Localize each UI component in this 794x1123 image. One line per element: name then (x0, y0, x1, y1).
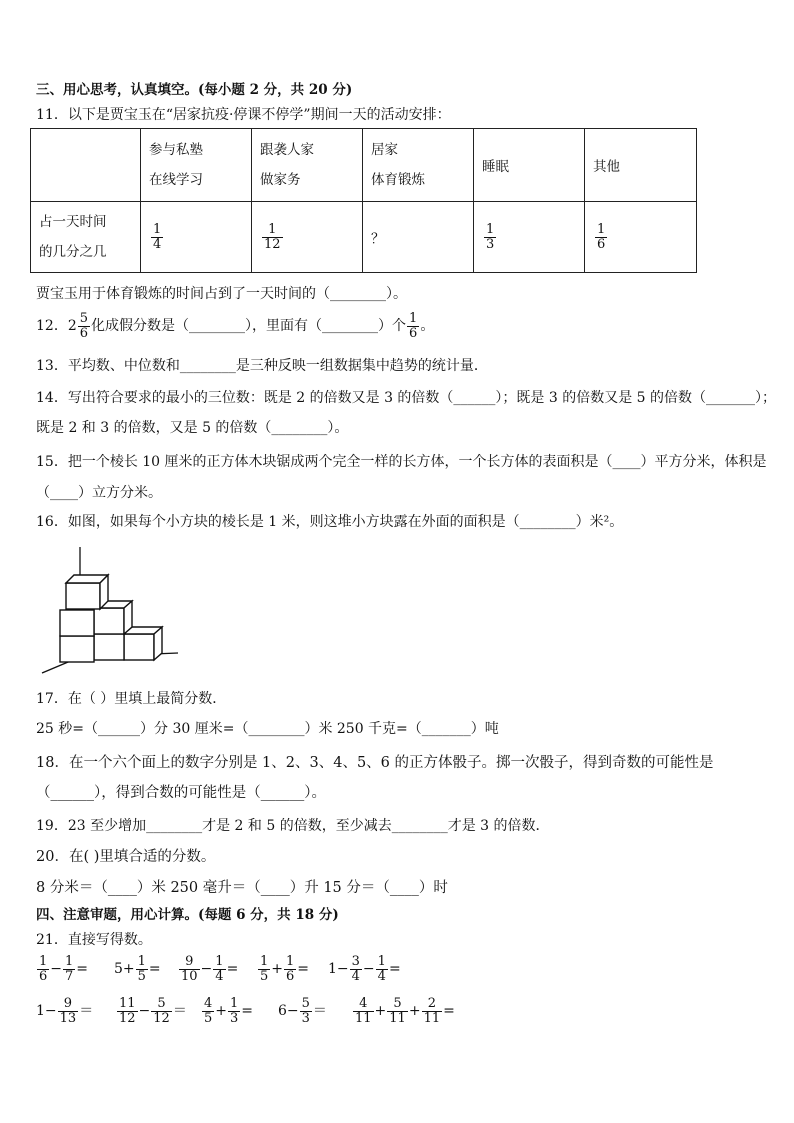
row-label-line: 的几分之几 (39, 244, 107, 260)
fraction: $\frac{1}{12}$ (264, 221, 281, 252)
calc-row-2: 1− $\frac{9}{13}$ ＝ (36, 996, 94, 1026)
question-16: 16．如图，如果每个小方块的棱长是 1 米，则这堆小方块露在外面的面积是（________）米²。 (36, 514, 624, 530)
question-21-text: 21．直接写得数。 (36, 932, 152, 948)
value-cell-other (585, 202, 697, 273)
fraction: $\frac{1}{4}$ (377, 954, 386, 984)
value-cell-sleep (474, 202, 585, 273)
calc-item: $\frac{4}{5}$ + $\frac{1}{3}$ = (204, 996, 254, 1026)
question-18-line-2: （______），得到合数的可能性是（______）。 (36, 785, 326, 801)
fraction: $\frac{3}{4}$ (351, 954, 360, 984)
section-4-heading: 四、注意审题，用心计算。(每题 6 分，共 18 分) (36, 907, 339, 923)
row-label-line: 占一天时间 (39, 214, 107, 230)
header-cell-empty (31, 129, 141, 202)
fraction: $\frac{1}{4}$ (215, 954, 224, 984)
question-12-end: 。 (420, 318, 435, 335)
calc-item: $\frac{11}{12}$ − $\frac{5}{12}$ ＝ (119, 996, 187, 1026)
question-19: 19．23 至少增加________才是 2 和 5 的倍数，至少减去________才是 3 的倍数． (36, 818, 550, 834)
question-12 (36, 312, 434, 340)
question-13: 13．平均数、中位数和________是三种反映一组数据集中趋势的统计量． (36, 358, 488, 374)
cube-stack-figure (36, 545, 184, 675)
fraction: $\frac{1}{6}$ (286, 954, 295, 984)
table-header-row (31, 129, 697, 202)
calc-item: 5+ $\frac{1}{5}$ = (114, 954, 161, 984)
question-14-line-2: 既是 2 和 3 的倍数，又是 5 的倍数（________）。 (36, 420, 349, 436)
fraction: $\frac{1}{5}$ (260, 954, 269, 984)
question-number: 12． (36, 318, 68, 335)
fraction: $\frac{1}{5}$ (137, 954, 146, 984)
calc-item: $\frac{4}{11}$ + $\frac{5}{11}$ + $\frac{2}{11}$ = (355, 996, 455, 1026)
fraction: $\frac{5}{12}$ (153, 996, 170, 1026)
question-20-line: 8 分米＝（____）米 250 毫升＝（____）升 15 分＝（____）时 (36, 880, 448, 896)
fraction: $\frac{1}{3}$ (230, 996, 239, 1026)
question-11-answer: 贾宝玉用于体育锻炼的时间占到了一天时间的（________）。 (36, 286, 407, 302)
value-cell-exercise: ？ (363, 202, 474, 273)
header-line: 做家务 (260, 172, 301, 188)
question-11-text: 11．以下是贾宝玉在“居家抗疫·停课不停学”期间一天的活动安排： (36, 107, 451, 123)
calc-item: 6− $\frac{5}{3}$ ＝ (278, 996, 327, 1026)
fraction: $\frac{5}{11}$ (389, 996, 406, 1026)
activity-table (30, 128, 697, 273)
question-17-text: 17．在（ ）里填上最简分数． (36, 691, 227, 707)
mixed-whole: 2 (67, 318, 77, 335)
question-20-text: 20．在( )里填合适的分数。 (36, 849, 216, 865)
question-18-line-1: 18．在一个六个面上的数字分别是 1、2、3、4、5、6 的正方体骰子。掷一次骰子，得到奇数的可能性是 (36, 755, 714, 771)
header-line: 体育锻炼 (371, 172, 425, 188)
fraction: $\frac{1}{6}$ (39, 954, 48, 984)
fraction: $\frac{5}{6}$ (79, 311, 89, 341)
question-17-line: 25 秒=（______）分 30 厘米=（________）米 250 千克=（_______）吨 (36, 721, 499, 737)
calc-item: 1− $\frac{3}{4}$ − $\frac{1}{4}$ = (328, 954, 401, 984)
question-14-line-1: 14．写出符合要求的最小的三位数：既是 2 的倍数又是 3 的倍数（______）；既是 3 的倍数又是 5 的倍数（_______）； (36, 390, 777, 406)
header-cell-other: 其他 (585, 129, 697, 202)
question-12-mid: 化成假分数是（________），里面有（________）个 (91, 318, 407, 335)
fraction: $\frac{1}{6}$ (597, 221, 606, 252)
calc-row-1: $\frac{1}{6}$ − $\frac{1}{7}$ = (39, 954, 89, 984)
fraction: $\frac{9}{13}$ (59, 996, 77, 1026)
header-cell-housework (252, 129, 363, 202)
fraction: $\frac{1}{6}$ (409, 311, 418, 341)
header-line: 在线学习 (149, 172, 203, 188)
fraction: $\frac{4}{5}$ (204, 996, 213, 1026)
header-cell-exercise (363, 129, 474, 202)
value-cell-study (141, 202, 252, 273)
fraction: $\frac{4}{11}$ (355, 996, 372, 1026)
header-line: 跟袭人家 (260, 142, 314, 158)
header-line: 参与私塾 (149, 142, 203, 158)
fraction: $\frac{9}{10}$ (181, 954, 198, 984)
calc-item: $\frac{9}{10}$ − $\frac{1}{4}$ = (181, 954, 239, 984)
header-cell-sleep: 睡眠 (474, 129, 585, 202)
fraction: $\frac{2}{11}$ (423, 996, 441, 1026)
question-15-line-2: （____）立方分米。 (36, 485, 162, 501)
section-3-heading: 三、用心思考，认真填空。(每小题 2 分，共 20 分) (36, 82, 353, 98)
value-cell-housework (252, 202, 363, 273)
fraction: $\frac{1}{3}$ (486, 221, 495, 252)
fraction: $\frac{5}{3}$ (301, 996, 310, 1026)
table-data-row (31, 202, 697, 273)
header-cell-study (141, 129, 252, 202)
row-label-cell (31, 202, 141, 273)
header-line: 居家 (371, 142, 398, 158)
fraction: $\frac{11}{12}$ (119, 996, 136, 1026)
fraction: $\frac{1}{7}$ (65, 954, 74, 984)
question-15-line-1: 15．把一个棱长 10 厘米的正方体木块锯成两个完全一样的长方体，一个长方体的表面积是（____）平方分米，体积是 (36, 454, 767, 470)
calc-item: $\frac{1}{5}$ + $\frac{1}{6}$ = (260, 954, 310, 984)
fraction: $\frac{1}{4}$ (153, 221, 162, 252)
